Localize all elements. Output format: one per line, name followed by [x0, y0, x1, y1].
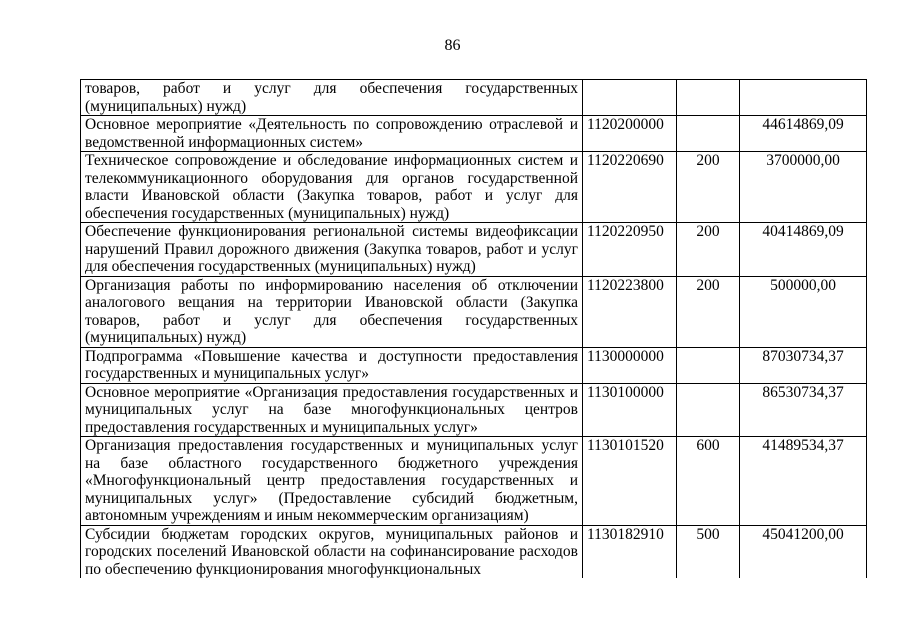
row-name: Субсидии бюджетам городских округов, муниципальных районов и городских поселений Ивановской области на софинансирование расходов по обеспечению функционирования многофункциональных	[85, 525, 578, 578]
row-name: Организация работы по информированию населения об отключении аналогового вещания на территории Ивановской области (Закупка товаров, работ и услуг для обеспечения государственных (муниципальных) нужд)	[81, 276, 583, 347]
row-name-cell	[81, 525, 583, 578]
row-name: Организация предоставления государственных и муниципальных услуг на базе областного государственного бюджетного учреждения «Многофункциональный центр предоставления государственных и муниципальных услуг» (Предоставление субсидий бюджетным, автономным учреждениям и иным некоммерческим организациям)	[81, 437, 583, 526]
row-sum: 41489534,37	[740, 437, 867, 526]
row-sum: 500000,00	[740, 276, 867, 347]
table-row	[81, 116, 867, 152]
row-code: 1120220950	[583, 223, 677, 277]
row-sum: 86530734,37	[740, 383, 867, 437]
row-type: 600	[677, 437, 740, 526]
row-name: товаров, работ и услуг для обеспечения государственных (муниципальных) нужд)	[81, 80, 583, 116]
row-name: Основное мероприятие «Организация предоставления государственных и муниципальных услуг на базе многофункциональных центров предоставления государственных и муниципальных услуг»	[81, 383, 583, 437]
row-name: Техническое сопровождение и обследование информационных систем и телекоммуникационного оборудования для органов государственной власти Ивановской области (Закупка товаров, работ и услуг для обеспечения государственных (муниципальных) нужд)	[81, 152, 583, 223]
row-name: Обеспечение функционирования региональной системы видеофиксации нарушений Правил дорожного движения (Закупка товаров, работ и услуг для обеспечения государственных (муниципальных) нужд)	[81, 223, 583, 277]
page-number: 86	[444, 37, 461, 54]
row-sum: 44614869,09	[740, 116, 867, 152]
table-row	[81, 80, 867, 116]
row-type	[677, 347, 740, 383]
row-code: 1130101520	[583, 437, 677, 526]
row-type	[677, 80, 740, 116]
row-name: Подпрограмма «Повышение качества и доступности предоставления государственных и муниципальных услуг»	[81, 347, 583, 383]
row-name: Основное мероприятие «Деятельность по сопровождению отраслевой и ведомственной информационных систем»	[81, 116, 583, 152]
row-type	[677, 116, 740, 152]
table-row	[81, 276, 867, 347]
row-type: 200	[677, 276, 740, 347]
budget-table	[80, 79, 867, 578]
row-type: 200	[677, 223, 740, 277]
row-code: 1130182910	[583, 525, 677, 578]
row-sum: 87030734,37	[740, 347, 867, 383]
row-code: 1120220690	[583, 152, 677, 223]
row-type: 500	[677, 525, 740, 578]
table-row	[81, 525, 867, 578]
table-row	[81, 383, 867, 437]
row-type: 200	[677, 152, 740, 223]
row-type	[677, 383, 740, 437]
table-row	[81, 223, 867, 277]
table-row	[81, 347, 867, 383]
row-code: 1130100000	[583, 383, 677, 437]
row-sum: 40414869,09	[740, 223, 867, 277]
row-sum: 3700000,00	[740, 152, 867, 223]
row-code: 1130000000	[583, 347, 677, 383]
row-code	[583, 80, 677, 116]
table-row	[81, 437, 867, 526]
row-code: 1120223800	[583, 276, 677, 347]
row-sum	[740, 80, 867, 116]
row-code: 1120200000	[583, 116, 677, 152]
table-row	[81, 152, 867, 223]
row-sum: 45041200,00	[740, 525, 867, 578]
